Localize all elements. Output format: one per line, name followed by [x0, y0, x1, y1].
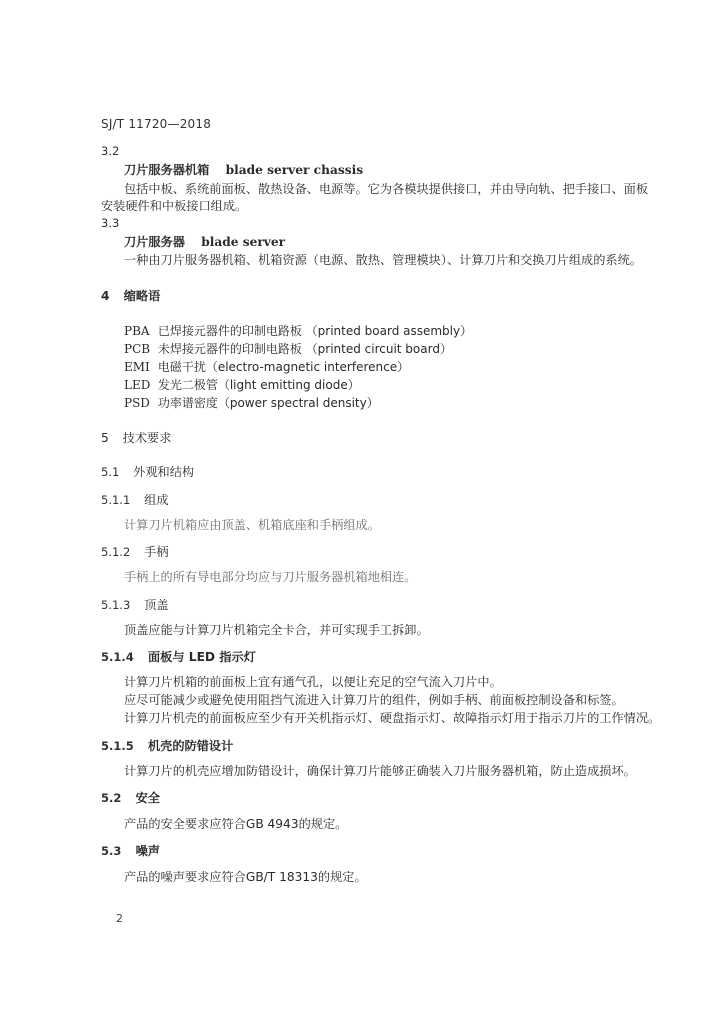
document-code: SJ/T 11720—2018: [101, 117, 212, 131]
term-title-3-3: [124, 236, 285, 248]
abbreviation-code: EMI: [124, 360, 150, 374]
abbreviation-description: 发光二极管（light emitting diode）: [157, 378, 360, 392]
paragraph-5-1-4-line1: 计算刀片机箱的前面板上宜有通气孔，以便让充足的空气流入刀片中。: [124, 675, 502, 689]
section-heading-5-1-5: [101, 740, 233, 753]
abbreviation-row: [124, 343, 452, 355]
section-title: 顶盖: [144, 598, 169, 612]
section-number: 5.1.3: [101, 598, 131, 612]
page-number: 2: [116, 912, 123, 925]
paragraph-5-1-1: 计算刀片机箱应由顶盖、机箱底座和手柄组成。: [124, 518, 380, 532]
section-number: 5.1.2: [101, 545, 131, 559]
section-number: 5.2: [101, 791, 122, 805]
section-number: 5.3: [101, 844, 122, 858]
section-heading-5-3: [101, 845, 160, 858]
paragraph-5-3: 产品的噪声要求应符合GB/T 18313的规定。: [124, 870, 367, 884]
abbreviation-description: 功率谱密度（power spectral density）: [157, 396, 379, 410]
abbreviation-code: PCB: [124, 342, 151, 356]
section-heading-4: [101, 290, 160, 302]
paragraph-5-1-2: 手柄上的所有导电部分均应与刀片服务器机箱地相连。: [124, 570, 417, 584]
section-heading-5-1-4: [101, 651, 256, 664]
abbreviation-description: 电磁干扰（electro-magnetic interference）: [157, 360, 410, 374]
abbreviation-row: [124, 379, 360, 391]
term-en: blade server: [201, 235, 286, 249]
paragraph-5-1-4-line3: 计算刀片机壳的前面板应至少有开关机指示灯、硬盘指示灯、故障指示灯用于指示刀片的工作情况。: [124, 711, 661, 725]
abbreviation-row: [124, 361, 409, 373]
term-title-3-2: [124, 164, 363, 176]
abbreviation-row: [124, 397, 379, 409]
abbreviation-code: PSD: [124, 396, 150, 410]
abbreviation-row: [124, 325, 472, 337]
term-zh: 刀片服务器: [124, 235, 185, 249]
section-number-3-3: 3.3: [101, 216, 120, 230]
section-number: 5.1.4: [101, 650, 134, 664]
term-en: blade server chassis: [225, 163, 364, 177]
definition-3-2-line2: 安装硬件和中板接口组成。: [101, 199, 248, 213]
section-heading-5: [101, 432, 171, 444]
paragraph-5-1-3: 顶盖应能与计算刀片机箱完全卡合，并可实现手工拆卸。: [124, 623, 429, 637]
paragraph-5-2: 产品的安全要求应符合GB 4943的规定。: [124, 817, 348, 831]
section-heading-5-1-1: [101, 494, 169, 507]
section-number: 5: [101, 431, 109, 445]
section-number: 5.1: [101, 465, 120, 479]
section-heading-5-2: [101, 792, 160, 805]
paragraph-5-1-5: 计算刀片的机壳应增加防错设计，确保计算刀片能够正确装入刀片服务器机箱，防止造成损坏。: [124, 764, 636, 778]
section-number: 5.1.5: [101, 739, 134, 753]
definition-3-2-line1: 包括中板、系统前面板、散热设备、电源等。它为各模块提供接口，并由导向轨、把手接口、面板: [124, 182, 649, 196]
abbreviation-description: 未焊接元器件的印制电路板 （printed circuit board）: [157, 342, 452, 356]
abbreviation-code: PBA: [124, 324, 150, 338]
section-heading-5-1-3: [101, 599, 169, 612]
definition-3-3-line1: 一种由刀片服务器机箱、机箱资源（电源、散热、管理模块）、计算刀片和交换刀片组成的系统。: [124, 253, 642, 267]
section-title: 技术要求: [122, 431, 172, 445]
term-zh: 刀片服务器机箱: [124, 163, 210, 177]
section-heading-5-1-2: [101, 546, 169, 559]
abbreviation-description: 已焊接元器件的印制电路板 （printed board assembly）: [157, 324, 473, 338]
section-title: 缩略语: [123, 289, 161, 303]
section-number-3-2: 3.2: [101, 144, 120, 158]
section-heading-5-1: [101, 466, 194, 479]
paragraph-5-1-4-line2: 应尽可能减少或避免使用阻挡气流进入计算刀片的组件，例如手柄、前面板控制设备和标签。: [124, 693, 624, 707]
section-title: 手柄: [144, 545, 169, 559]
section-title: 外观和结构: [133, 465, 195, 479]
abbreviation-code: LED: [124, 378, 151, 392]
section-number: 4: [101, 289, 110, 303]
section-title: 机壳的防错设计: [148, 739, 234, 753]
section-title: 组成: [144, 493, 169, 507]
section-title: 安全: [135, 791, 160, 805]
section-number: 5.1.1: [101, 493, 131, 507]
section-title: 面板与 LED 指示灯: [148, 650, 256, 664]
section-title: 噪声: [135, 844, 160, 858]
